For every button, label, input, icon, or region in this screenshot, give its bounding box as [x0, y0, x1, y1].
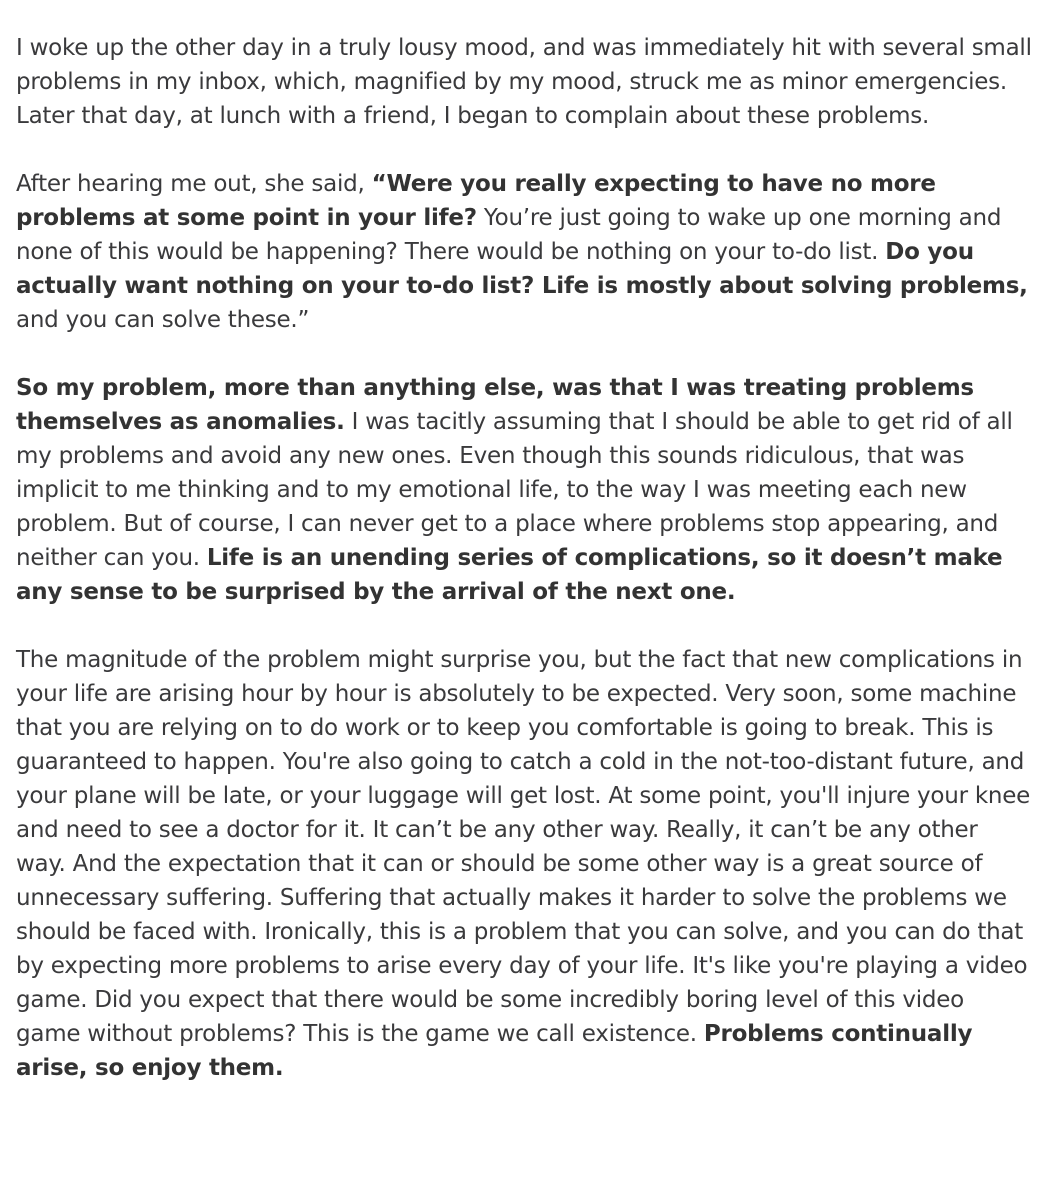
bold-text-run: “Were you really expecting to have no more problems at some point in your life? [16, 171, 936, 231]
text-run: and you can solve these.” [16, 307, 310, 333]
article-body [16, 31, 1034, 1119]
paragraph-1 [16, 31, 1034, 133]
paragraph-2 [16, 167, 1034, 337]
bold-text-run: Do you actually want nothing on your to-do list? Life is mostly about solving problems, [16, 239, 1028, 299]
bold-text-run: So my problem, more than anything else, was that I was treating problems themselves as anomalies. [16, 375, 974, 435]
bold-text-run: Life is an unending series of complications, so it doesn’t make any sense to be surprised by the arrival of the next one. [16, 545, 1003, 605]
text-run: You’re just going to wake up one morning and none of this would be happening? There would be nothing on your to-do list. [16, 205, 1002, 265]
text-run: The magnitude of the problem might surprise you, but the fact that new complications in your life are arising hour by hour is absolutely to be expected. Very soon, some machine that you are relying on to do work or to keep you comfortable is going to break. This is guaranteed to happen. You're also going to catch a cold in the not-too-distant future, and your plane will be late, or your luggage will get lost. At some point, you'll injure your knee and need to see a doctor for it. It can’t be any other way. Really, it can’t be any other way. And the expectation that it can or should be some other way is a great source of unnecessary suffering. Suffering that actually makes it harder to solve the problems we should be faced with. Ironically, this is a problem that you can solve, and you can do that by expecting more problems to arise every day of your life. It's like you're playing a video game. Did you expect that there would be some incredibly boring level of this video game without problems? This is the game we call existence. [16, 647, 1031, 1047]
paragraph-4 [16, 643, 1034, 1085]
bold-text-run: Problems continually arise, so enjoy them. [16, 1021, 973, 1081]
text-run: I woke up the other day in a truly lousy mood, and was immediately hit with several small problems in my inbox, which, magnified by my mood, struck me as minor emergencies. Later that day, at lunch with a friend, I began to complain about these problems. [16, 35, 1032, 129]
text-run: I was tacitly assuming that I should be able to get rid of all my problems and avoid any new ones. Even though this sounds ridiculous, that was implicit to me thinking and to my emotional life, to the way I was meeting each new problem. But of course, I can never get to a place where problems stop appearing, and neither can you. [16, 409, 1013, 571]
text-run: After hearing me out, she said, [16, 171, 372, 197]
paragraph-3 [16, 371, 1034, 609]
